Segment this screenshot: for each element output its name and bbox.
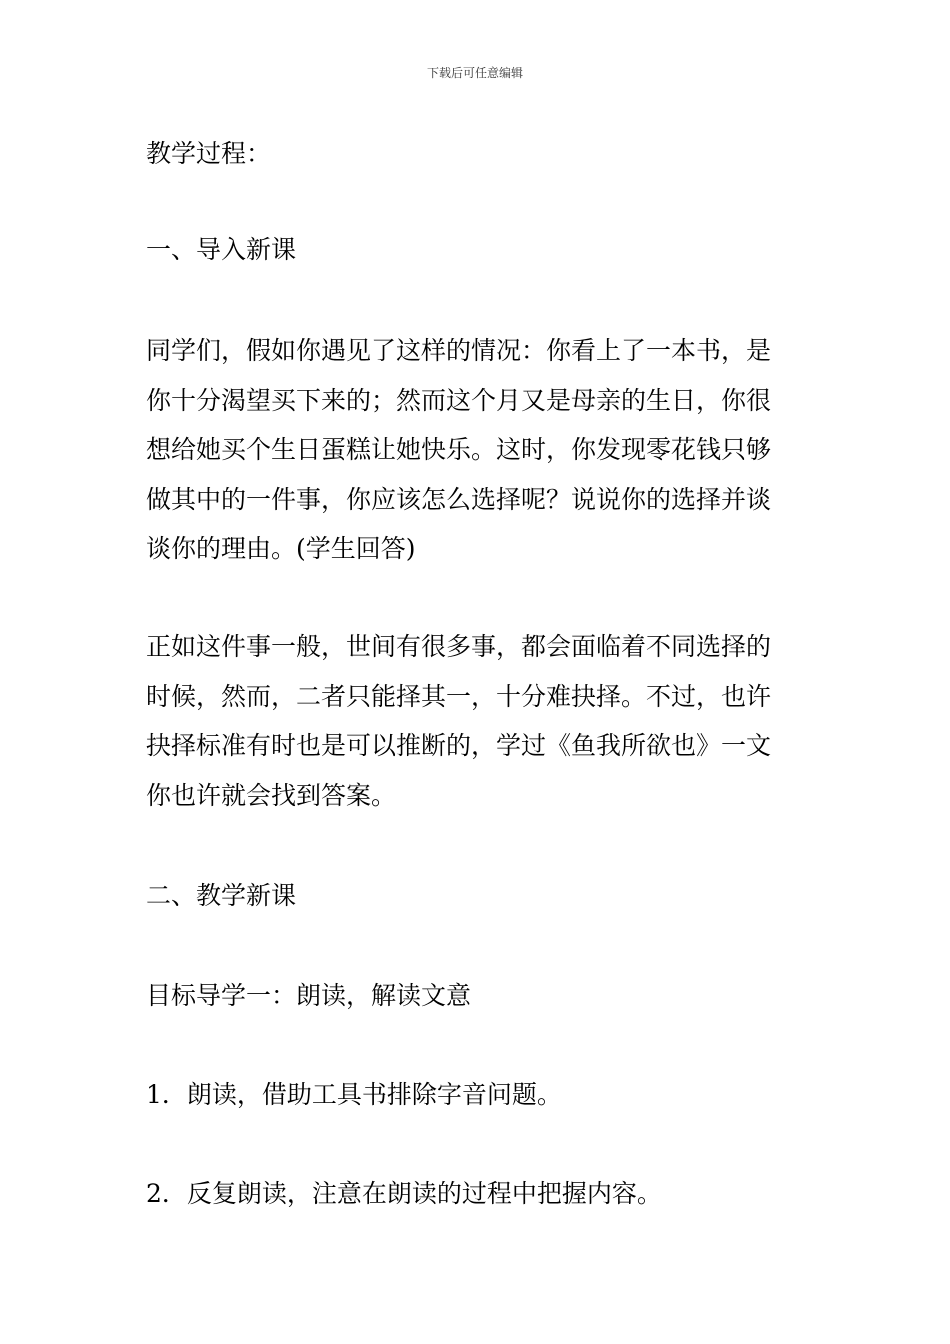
intro-paragraph-line: 做其中的一件事，你应该怎么选择呢？说说你的选择并谈 bbox=[146, 484, 772, 514]
transition-paragraph-line: 你也许就会找到答案。 bbox=[146, 780, 397, 810]
heading-teaching-process: 教学过程： bbox=[146, 139, 272, 168]
intro-paragraph-line: 谈你的理由。(学生回答) bbox=[146, 534, 416, 563]
intro-paragraph-line: 你十分渴望买下来的；然而这个月又是母亲的生日，你很 bbox=[146, 385, 772, 415]
transition-paragraph bbox=[146, 622, 810, 820]
intro-paragraph-line: 想给她买个生日蛋糕让她快乐。这时，你发现零花钱只够 bbox=[146, 435, 772, 464]
intro-paragraph-line: 同学们，假如你遇见了这样的情况：你看上了一本书，是 bbox=[146, 336, 772, 365]
page-header-note: 下载后可任意编辑 bbox=[426, 66, 523, 80]
transition-paragraph-line: 抉择标准有时也是可以推断的，学过《鱼我所欲也》一文 bbox=[146, 731, 772, 760]
step-item-2: 2．反复朗读，注意在朗读的过程中把握内容。 bbox=[146, 1179, 662, 1208]
transition-paragraph-line: 正如这件事一般，世间有很多事，都会面临着不同选择的 bbox=[146, 632, 772, 661]
transition-paragraph-line: 时候，然而，二者只能择其一，十分难抉择。不过，也许 bbox=[146, 681, 772, 711]
section-one-title: 一、导入新课 bbox=[146, 235, 297, 264]
goal-one-title: 目标导学一：朗读，解读文意 bbox=[146, 981, 472, 1010]
section-two-title: 二、教学新课 bbox=[146, 881, 297, 910]
intro-paragraph bbox=[146, 326, 810, 574]
step-item-1: 1．朗读，借助工具书排除字音问题。 bbox=[146, 1080, 562, 1109]
